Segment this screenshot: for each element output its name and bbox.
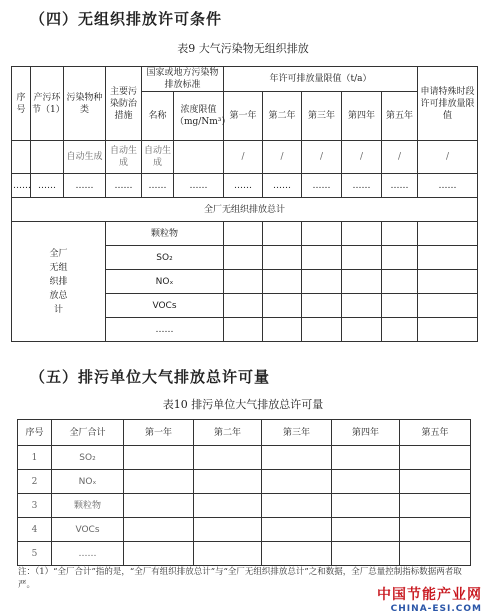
total-item-nox: NOₓ [106,270,224,294]
t10-row-item: VOCs [52,518,124,542]
t10-header-total: 全厂合计 [52,420,124,446]
table-10-caption: 表10 排污单位大气排放总许可量 [162,398,324,411]
total-item-more: …… [106,318,224,342]
section-4-title: （四）无组织排放许可条件 [30,10,223,28]
t10-row-seq: 1 [18,446,52,470]
table-note: 注：（1）“全厂合计”指的是，“全厂有组织排放总计”与“全厂无组织排放总计”之和数据，全厂总量控制指标数据两者取严。 [18,567,462,590]
cell-auto-stage: 自动生成 [64,141,106,174]
table-row [12,222,478,246]
table-9 [11,66,478,342]
cell-dots: …… [382,174,418,198]
cell-dots: …… [342,174,382,198]
total-header: 全厂无组织排放总计 [12,198,478,222]
site-watermark [377,584,482,614]
t10-header-year-3: 第三年 [262,420,332,446]
cell-dots: …… [224,174,263,198]
section-5-title: （五）排污单位大气排放总许可量 [30,368,271,386]
t10-header-year-4: 第四年 [332,420,400,446]
t10-row-seq: 3 [18,494,52,518]
cell-dots: …… [142,174,174,198]
cell-dots: …… [418,174,478,198]
header-measures: 主要污染防治措施 [106,67,142,141]
t10-header-year-2: 第二年 [194,420,262,446]
total-label: 全厂无组织排放总计 [12,222,106,342]
cell-slash: / [342,141,382,174]
total-item-vocs: VOCs [106,294,224,318]
cell-dots: …… [302,174,342,198]
table-row [18,470,471,494]
t10-row-seq: 4 [18,518,52,542]
t10-row-item: SO₂ [52,446,124,470]
t10-header-year-5: 第五年 [400,420,471,446]
table-row [18,494,471,518]
table-row [18,542,471,566]
cell-slash: / [382,141,418,174]
cell-dots: …… [12,174,31,198]
watermark-cn: 中国节能产业网 [377,587,482,603]
header-pollutant: 污染物种类 [64,67,106,141]
table-row [18,518,471,542]
t10-row-seq: 5 [18,542,52,566]
t10-row-item: …… [52,542,124,566]
header-standard: 国家或地方污染物排放标准 [142,67,224,92]
header-year-4: 第四年 [342,92,382,141]
total-item-particulate: 颗粒物 [106,222,224,246]
cell-dots: …… [64,174,106,198]
watermark-en: CHINA-ESI.COM [390,604,482,614]
cell-dots: …… [106,174,142,198]
cell-slash: / [302,141,342,174]
header-year-1: 第一年 [224,92,263,141]
header-year-2: 第二年 [263,92,302,141]
table-row [18,446,471,470]
table-row [12,174,478,198]
total-item-so2: SO₂ [106,246,224,270]
table-row [12,141,478,174]
header-std-limit: 浓度限值（mg/Nm³） [174,92,224,141]
header-special-period: 申请特殊时段许可排放量限值 [418,67,478,141]
header-std-name: 名称 [142,92,174,141]
t10-header-year-1: 第一年 [124,420,194,446]
t10-row-seq: 2 [18,470,52,494]
header-annual-limit: 年许可排放量限值（t/a） [224,67,418,92]
cell-dots: …… [31,174,64,198]
t10-row-item: NOₓ [52,470,124,494]
header-year-5: 第五年 [382,92,418,141]
cell-auto-pollutant: 自动生成 [106,141,142,174]
cell-auto-measures: 自动生成 [142,141,174,174]
t10-header-seq: 序号 [18,420,52,446]
cell-dots: …… [174,174,224,198]
table-9-caption: 表9 大气污染物无组织排放 [177,42,309,55]
table-10 [17,419,471,566]
cell-slash: / [263,141,302,174]
header-stage: 产污环节（1） [31,67,64,141]
header-seq: 序号 [12,67,31,141]
t10-row-item: 颗粒物 [52,494,124,518]
header-year-3: 第三年 [302,92,342,141]
cell-dots: …… [263,174,302,198]
cell-slash: / [224,141,263,174]
cell-slash: / [418,141,478,174]
